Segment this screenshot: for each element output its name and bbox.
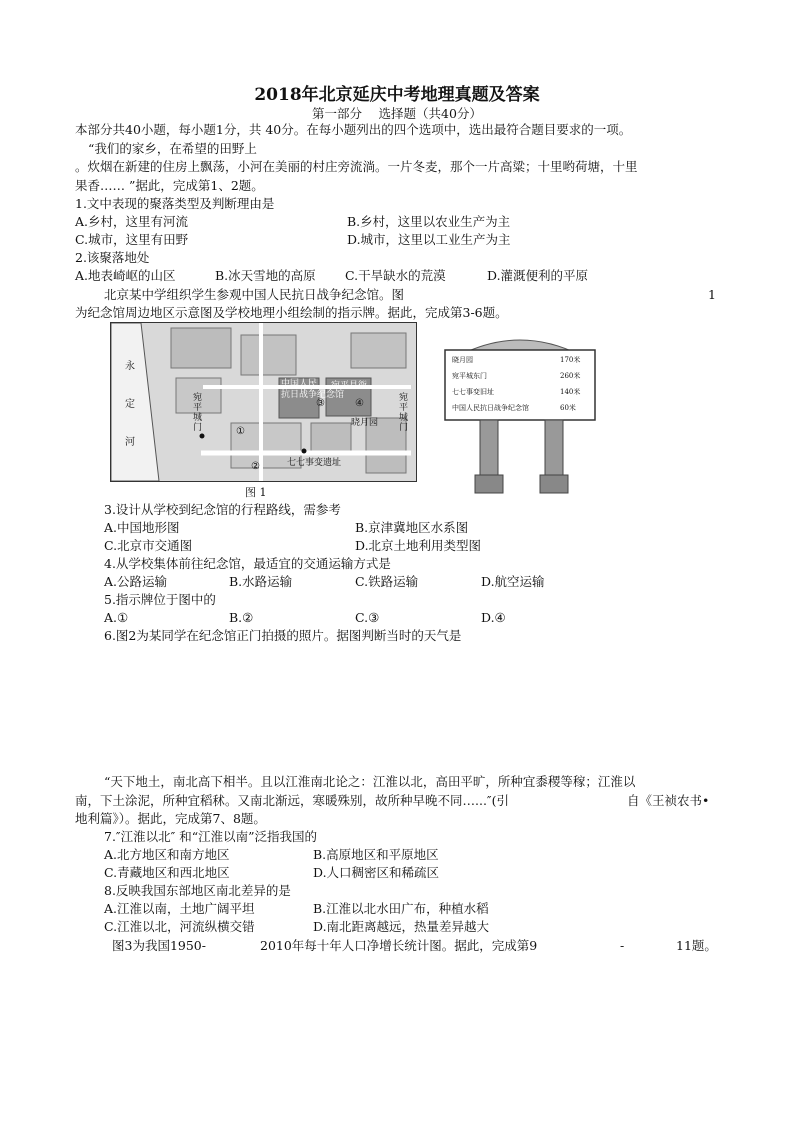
- passage2-figure-number: 1: [708, 287, 716, 302]
- map-drawing: [111, 323, 416, 481]
- q3-option-a: A.中国地形图: [104, 520, 180, 535]
- figure-1-map: [110, 322, 417, 482]
- passage4-part4: 11题。: [676, 938, 717, 953]
- question-5: 5.指示牌位于图中的: [104, 592, 216, 607]
- q8-option-d: D.南北距离越远，热量差异越大: [313, 919, 490, 934]
- passage1-line2: 。炊烟在新建的住房上飘荡，小河在美丽的村庄旁流淌。一片冬麦，那个一片高粱；十里哟荷塘，十里: [75, 159, 638, 174]
- passage2-line1: 北京某中学组织学生参观中国人民抗日战争纪念馆。图: [104, 287, 405, 302]
- q4-option-a: A.公路运输: [104, 574, 168, 589]
- map-marker-3: ③: [316, 398, 325, 409]
- passage2-line2: 为纪念馆周边地区示意图及学校地理小组绘制的指示牌。据此，完成第3-6题。: [75, 305, 508, 320]
- passage1-line3: 果香…… ”据此，完成第1、2题。: [75, 178, 264, 193]
- intro-text: 本部分共40小题，每小题1分，共 40分。在每小题列出的四个选项中，选出最符合题目要求的一项。: [75, 122, 632, 137]
- q8-option-c: C.江淮以北，河流纵横交错: [104, 919, 255, 934]
- q3-option-c: C.北京市交通图: [104, 538, 193, 553]
- question-8: 8.反映我国东部地区南北差异的是: [104, 883, 291, 898]
- map-marker-4: ④: [355, 398, 364, 409]
- q1-option-c: C.城市，这里有田野: [75, 232, 189, 247]
- q3-option-b: B.京津冀地区水系图: [355, 520, 469, 535]
- q4-option-c: C.铁路运输: [355, 574, 419, 589]
- passage4-part1: 图3为我国1950-: [112, 938, 206, 953]
- q5-option-c: C.③: [355, 610, 380, 625]
- passage1-line1: “我们的家乡，在希望的田野上: [88, 141, 257, 156]
- q7-option-b: B.高原地区和平原地区: [313, 847, 439, 862]
- passage3-line3: 地利篇》）。据此，完成第7、8题。: [75, 811, 266, 826]
- page-title: 2018年北京延庆中考地理真题及答案: [254, 85, 540, 105]
- river-label-char: 河: [125, 437, 135, 448]
- river-label-char: 定: [125, 399, 135, 410]
- question-2: 2.该聚落地处: [75, 250, 150, 265]
- river-label-char: 永: [125, 361, 135, 372]
- q1-option-b: B.乡村，这里以农业生产为主: [347, 214, 511, 229]
- q7-option-a: A.北方地区和南方地区: [104, 847, 230, 862]
- sign-row-distance: 170米: [560, 356, 581, 364]
- xiaoyue-garden-label: 晓月园: [351, 418, 379, 428]
- sign-row: 晓月园: [452, 356, 473, 364]
- q1-option-a: A.乡村，这里有河流: [75, 214, 189, 229]
- passage3-line1: “天下地土，南北高下相半。且以江淮南北论之：江淮以北，高田平旷，所种宜黍稷等稼；江淮以: [104, 774, 636, 789]
- section-subtitle: 第一部分 选择题（共40分）: [312, 106, 482, 121]
- sign-row: 七七事变旧址: [452, 388, 494, 396]
- question-4: 4.从学校集体前往纪念馆，最适宜的交通运输方式是: [104, 556, 391, 571]
- sign-row-distance: 260米: [560, 372, 581, 380]
- question-7: 7.″江淮以北″ 和“江淮以南”泛指我国的: [104, 829, 318, 844]
- question-3: 3.设计从学校到纪念馆的行程路线，需参考: [104, 502, 341, 517]
- west-gate-label: 宛 平 城 门: [193, 393, 203, 433]
- question-6: 6.图2为某同学在纪念馆正门拍摄的照片。据图判断当时的天气是: [104, 628, 462, 643]
- q4-option-d: D.航空运输: [481, 574, 545, 589]
- q2-option-b: B.冰天雪地的高原: [215, 268, 316, 283]
- q5-option-b: B.②: [229, 610, 254, 625]
- q2-option-c: C.干旱缺水的荒漠: [345, 268, 446, 283]
- q7-option-d: D.人口稠密区和稀疏区: [313, 865, 440, 880]
- sign-row: 中国人民抗日战争纪念馆: [452, 404, 529, 412]
- passage4-part2: 2010年每十年人口净增长统计图。据此，完成第9: [260, 938, 538, 953]
- q8-option-a: A.江淮以南，土地广阔平坦: [104, 901, 255, 916]
- q1-option-d: D.城市，这里以工业生产为主: [347, 232, 511, 247]
- q7-option-c: C.青藏地区和西北地区: [104, 865, 230, 880]
- passage4-part3: -: [620, 938, 625, 953]
- passage3-line2a: 南，下土涂泥，所种宜稻秫。又南北渐远，寒暖殊别，故所种早晚不同…...″(引: [75, 793, 509, 808]
- q3-option-d: D.北京土地利用类型图: [355, 538, 482, 553]
- question-1: 1.文中表现的聚落类型及判断理由是: [75, 196, 275, 211]
- east-gate-label: 宛 平 城 门: [399, 393, 409, 433]
- figure-1-caption: 图 1: [245, 486, 267, 499]
- q5-option-a: A.①: [104, 610, 129, 625]
- museum-label: 中国人民 抗日战争纪念馆: [281, 379, 345, 400]
- q2-option-d: D.灌溉便利的平原: [487, 268, 589, 283]
- sign-row-distance: 140米: [560, 388, 581, 396]
- q5-option-d: D.④: [481, 610, 506, 625]
- wanping-yamen-label: 宛平县衙: [331, 381, 368, 391]
- map-marker-2: ②: [251, 461, 260, 472]
- passage3-line2b: 自《王祯农书•: [627, 793, 710, 808]
- sign-row: 宛平城东门: [452, 372, 487, 380]
- figure-1-signboard: [440, 325, 600, 500]
- sign-row-distance: 60米: [560, 404, 576, 412]
- q8-option-b: B.江淮以北水田广布，种植水稻: [313, 901, 489, 916]
- map-marker-1: ①: [236, 426, 245, 437]
- q4-option-b: B.水路运输: [229, 574, 293, 589]
- q2-option-a: A.地表崎岖的山区: [75, 268, 176, 283]
- qiqi-site-label: 七七事变遗址: [287, 458, 342, 468]
